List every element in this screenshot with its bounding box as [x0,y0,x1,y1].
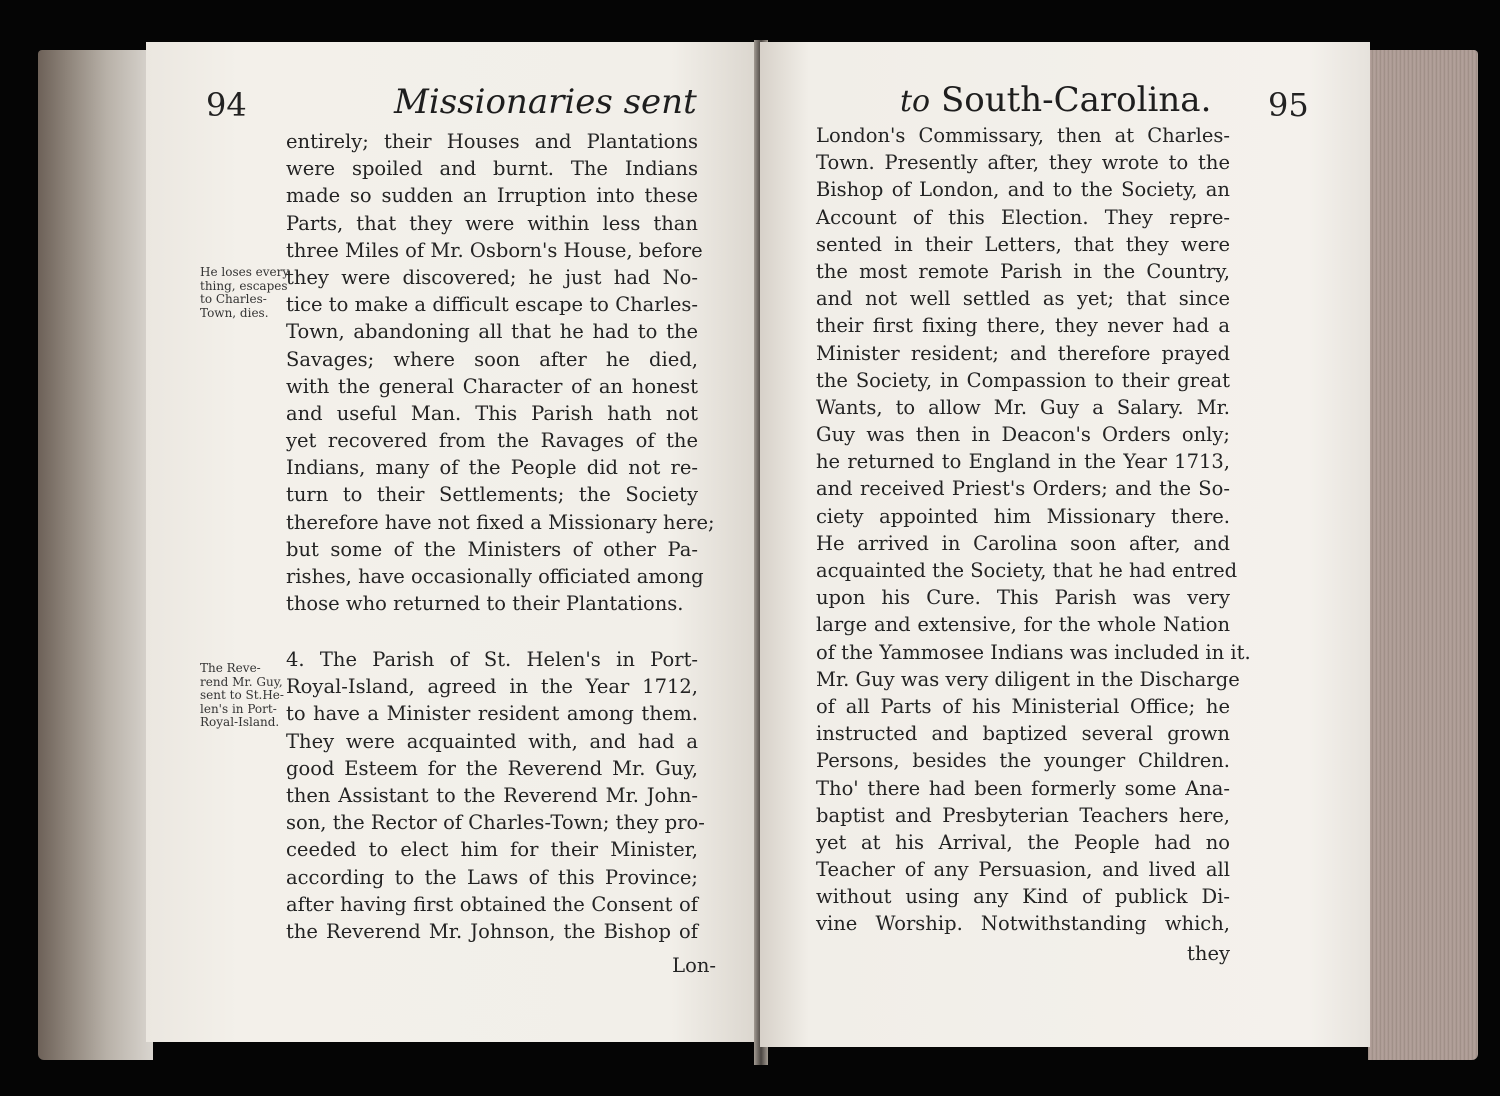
text-line: entirely; their Houses and Plantations [286,130,698,153]
margin-note-line: thing, escapes [200,278,288,293]
text-line: yet recovered from the Ravages of the [286,429,698,453]
text-line: good Esteem for the Reverend Mr. Guy, [286,756,698,780]
open-book [38,40,1478,1065]
text-line: the Society, in Compassion to their great [816,368,1230,392]
text-line: Royal-Island, agreed in the Year 1712, [286,675,698,699]
text-line: upon his Cure. This Parish was very [816,586,1230,610]
text-line: then Assistant to the Reverend Mr. John- [286,783,698,807]
text-line: Town. Presently after, they wrote to the [816,151,1230,175]
left-paragraph-2 [286,646,705,945]
left-paragraph-1 [286,128,715,617]
margin-note-line: The Reve- [200,661,261,675]
text-line: Account of this Election. They repre- [816,205,1230,229]
text-line: Savages; where soon after he died, [286,347,698,371]
book-fore-edge-left [38,50,153,1060]
left-page [146,42,764,1042]
running-head-right [900,80,1211,120]
text-line: the Reverend Mr. Johnson, the Bishop of [286,919,698,943]
text-line: vine Worship. Notwithstanding which, [816,912,1230,936]
text-line: made so sudden an Irruption into these [286,184,698,208]
running-head-title: South-Carolina. [940,80,1212,120]
page-number-right: 95 [1268,86,1309,124]
text-line: ceeded to elect him for their Minister, [286,838,698,862]
text-line: Tho' there had been formerly some Ana- [816,776,1230,800]
text-line: Indians, many of the People did not re- [286,456,698,480]
catchword-left: Lon- [672,954,716,977]
text-line: those who returned to their Plantations. [286,592,684,616]
text-line: and useful Man. This Parish hath not [286,401,698,425]
text-line: yet at his Arrival, the People had no [816,830,1230,854]
text-line: son, the Rector of Charles-Town; they pro- [286,811,705,835]
margin-note-line: Town, dies. [200,305,269,320]
text-line: three Miles of Mr. Osborn's House, before [286,238,703,262]
text-line: Teacher of any Persuasion, and lived all [816,858,1230,882]
text-line: but some of the Ministers of other Pa- [286,537,698,561]
margin-note-line: He loses every [200,265,290,279]
text-line: Wants, to allow Mr. Guy a Salary. Mr. [816,395,1230,419]
text-line: Minister resident; and therefore prayed [816,341,1230,365]
text-line: He arrived in Carolina soon after, and [816,531,1230,555]
text-line: sented in their Letters, that they were [816,232,1230,256]
margin-note-line: to Charles- [200,292,267,306]
text-line: according to the Laws of this Province; [286,865,698,889]
text-line: turn to their Settlements; the Society [286,483,698,507]
text-line: instructed and baptized several grown [816,722,1230,746]
right-page [760,42,1370,1047]
margin-note-line: rend Mr. Guy, [200,674,283,689]
page-number-left: 94 [206,86,247,124]
text-line: large and extensive, for the whole Nation [816,613,1230,637]
catchword-right: they [1187,942,1230,965]
running-head-prefix: to [900,84,931,119]
text-line: of the Yammosee Indians was included in it. [816,640,1251,664]
text-line: without using any Kind of publick Di- [816,885,1230,909]
right-body-text [816,122,1251,938]
book-fore-edge-right [1368,50,1478,1060]
text-line: acquainted the Society, that he had entred [816,559,1238,582]
text-line: Parts, that they were within less than [286,211,698,235]
margin-note-line: Royal-Island. [200,715,280,729]
text-line: they were discovered; he just had No- [286,265,698,289]
text-line: London's Commissary, then at Charles- [816,124,1230,147]
text-line: after having first obtained the Consent of [286,892,698,916]
text-line: of all Parts of his Ministerial Office; he [816,694,1230,718]
text-line: ciety appointed him Missionary there. [816,504,1230,528]
text-line: therefore have not fixed a Missionary here; [286,510,715,534]
text-line: rishes, have occasionally officiated among [286,565,704,588]
text-line: Town, abandoning all that he had to the [286,320,698,344]
text-line: to have a Minister resident among them. [286,702,698,726]
text-line: were spoiled and burnt. The Indians [286,157,698,181]
text-line: Bishop of London, and to the Society, an [816,178,1230,202]
text-line: and not well settled as yet; that since [816,287,1230,311]
text-line: with the general Character of an honest [286,374,698,398]
text-line: and received Priest's Orders; and the So- [816,477,1230,501]
text-line: tice to make a difficult escape to Charles- [286,293,698,317]
text-line: They were acquainted with, and had a [286,729,698,753]
text-line: their first fixing there, they never had a [816,314,1230,338]
text-line: 4. The Parish of St. Helen's in Port- [286,648,698,671]
text-line: Mr. Guy was very diligent in the Discharge [816,667,1240,691]
margin-note-line: sent to St.He- [200,688,284,702]
running-head-left: Missionaries sent [394,82,697,122]
text-line: the most remote Parish in the Country, [816,259,1230,283]
text-line: Persons, besides the younger Children. [816,749,1230,773]
margin-note-line: len's in Port- [200,701,277,716]
text-line: baptist and Presbyterian Teachers here, [816,803,1230,827]
text-line: he returned to England in the Year 1713, [816,450,1230,474]
text-line: Guy was then in Deacon's Orders only; [816,423,1230,447]
